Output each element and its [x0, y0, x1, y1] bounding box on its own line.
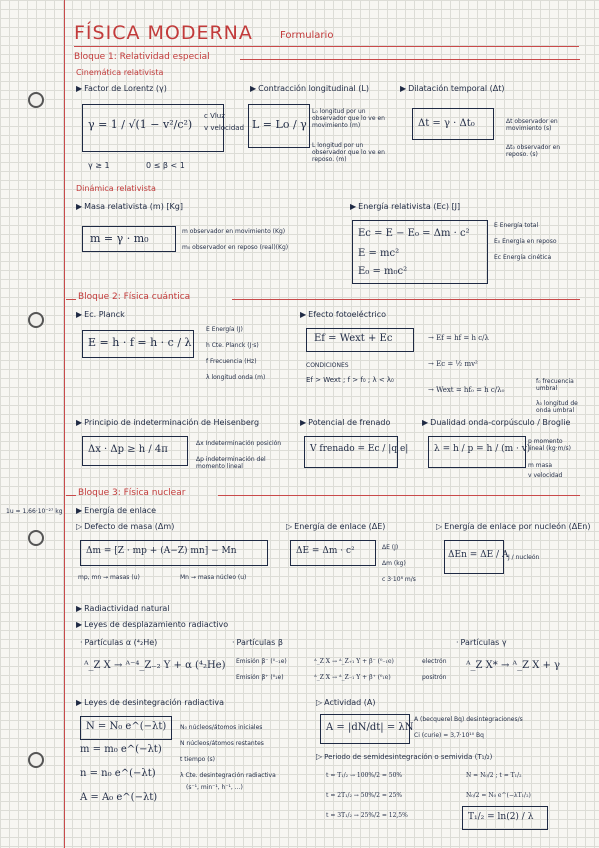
- half-l3: t = 3T₁/₂ → 25%/2 = 12,5%: [326, 812, 408, 819]
- photo-label: ▶ Efecto fotoeléctrico: [300, 310, 387, 319]
- radio-label: ▶ Radiactividad natural: [76, 604, 170, 613]
- dual-n1: p momento lineal (kg·m/s): [528, 438, 571, 452]
- b3-heading: Bloque 3: Física nuclear: [78, 488, 186, 498]
- margin-line: [64, 0, 65, 848]
- beta-r1b: ᴬ_Z X → ᴬ_Z₊₁ Y + β⁻ (⁰₋₁e): [314, 658, 394, 665]
- dual-label: ▶ Dualidad onda-corpúsculo / Broglie: [422, 418, 571, 427]
- heis-label: ▶ Principio de indeterminación de Heisenberg: [76, 418, 260, 427]
- b1-kin: Cinemática relativista: [76, 68, 164, 77]
- pot-label: ▶ Potencial de frenado: [300, 418, 391, 427]
- lorentz-r1: γ ≥ 1: [88, 161, 110, 170]
- photo-e1: → Ef = hf = h c/λ: [428, 334, 489, 342]
- gamma-formula: ᴬ_Z X* → ᴬ_Z X + γ: [466, 660, 561, 671]
- act-label: ▷ Actividad (A): [316, 698, 376, 707]
- beta-label: · Partículas β: [232, 638, 283, 647]
- energy-f3: E₀ = m₀c²: [358, 266, 408, 277]
- decay-f4: A = A₀ e^(−λt): [80, 792, 158, 803]
- energy-n2: E₀ Energía en reposo: [494, 238, 557, 245]
- heis-n2: Δp indeterminación del momento lineal: [196, 456, 266, 470]
- lorentz-c: c Vluz: [204, 112, 225, 120]
- dual-n2: m masa: [528, 462, 553, 469]
- defect-formula: Δm = [Z · mp + (A−Z) mn] − Mn: [86, 546, 237, 556]
- mass-n2: m₀ observador en reposo (real)(Kg): [182, 244, 289, 251]
- decay-n4: λ Cte. desintegración radiactiva: [180, 772, 276, 779]
- photo-n1: f₀ frecuencia umbral: [536, 378, 574, 392]
- b2-line: [232, 299, 580, 300]
- title-underline: [74, 46, 579, 47]
- leyes-label: ▶ Leyes de desplazamiento radiactivo: [76, 620, 229, 629]
- punch-hole: [28, 92, 44, 108]
- lorentz-label: ▶ Factor de Lorentz (γ): [76, 84, 167, 93]
- dil-formula: Δt = γ · Δt₀: [418, 118, 475, 129]
- photo-n2: λ₀ longitud de onda umbral: [536, 400, 578, 414]
- dil-label: ▶ Dilatación temporal (Δt): [400, 84, 505, 93]
- b3-line: [218, 495, 580, 496]
- half-r2: N₀/2 = N₀ e^(−λT₁/₂): [466, 792, 531, 799]
- punch-hole: [28, 530, 44, 546]
- decay-n3: t tiempo (s): [180, 756, 216, 763]
- defect-label: ▷ Defecto de masa (Δm): [76, 522, 175, 531]
- beta-r1c: electrón: [422, 658, 447, 665]
- enuc-formula: ΔEn = ΔE / A: [448, 550, 509, 560]
- energy-n3: Ec Energía cinética: [494, 254, 552, 261]
- dual-n3: v velocidad: [528, 472, 563, 479]
- half-label: ▷ Periodo de semidesintegración o semivida (T₁/₂): [316, 752, 493, 761]
- decay-n1: N₀ núcleos/átomos iniciales: [180, 724, 263, 731]
- half-r3: T₁/₂ = ln(2) / λ: [468, 812, 534, 822]
- mass-formula: m = γ · m₀: [90, 232, 149, 245]
- contr-label: ▶ Contracción longitudinal (L): [250, 84, 369, 93]
- beta-r2a: Emisión β⁺ (⁰₁e): [236, 674, 284, 681]
- beta-r1a: Emisión β⁻ (⁰₋₁e): [236, 658, 287, 665]
- half-l1: t = T₁/₂ → 100%/2 = 50%: [326, 772, 403, 779]
- gamma-label: · Partículas γ: [456, 638, 507, 647]
- beta-r2b: ᴬ_Z X → ᴬ_Z₋₁ Y + β⁺ (⁰₁e): [314, 674, 391, 681]
- heis-n1: Δx Indeterminación posición: [196, 440, 282, 447]
- heis-formula: Δx · Δp ≥ h / 4π: [88, 444, 168, 455]
- defect-n1: mp, mn → masas (u): [78, 574, 140, 581]
- planck-n3: f Frecuencia (Hz): [206, 358, 257, 365]
- page-title: FÍSICA MODERNA: [74, 22, 253, 44]
- pot-formula: V frenado = Ec / |q e|: [310, 444, 409, 454]
- act-n1: A (becquerel Bq) desintegraciones/s: [414, 716, 523, 723]
- decay-n2: N núcleos/átomos restantes: [180, 740, 264, 747]
- alpha-formula: ᴬ_Z X → ᴬ⁻⁴_Z₋₂ Y + α (⁴₂He): [84, 660, 226, 671]
- punch-hole: [28, 312, 44, 328]
- planck-n2: h Cte. Planck (J·s): [206, 342, 259, 349]
- dual-formula: λ = h / p = h / (m · v): [434, 444, 531, 454]
- contr-n2: L longitud por un observador que lo ve en reposo. (m): [312, 142, 385, 163]
- half-r1: N = N₀/2 ; t = T₁/₂: [466, 772, 522, 779]
- planck-formula: E = h · f = h · c / λ: [88, 336, 192, 349]
- planck-label: ▶ Ec. Planck: [76, 310, 125, 319]
- enuc-unit: J / nucleón: [508, 554, 540, 561]
- eenl-formula: ΔE = Δm · c²: [296, 546, 355, 556]
- b2-line-left: [66, 299, 76, 300]
- energy-n1: E Energía total: [494, 222, 539, 229]
- photo-cond: CONDICIONES: [306, 362, 349, 369]
- mass-label: ▶ Masa relativista (m) [Kg]: [76, 202, 183, 211]
- energy-label: ▶ Energía relativista (Ec) [J]: [350, 202, 461, 211]
- b3-line-left: [66, 495, 76, 496]
- lorentz-v: v velocidad: [204, 124, 245, 132]
- lorentz-formula: γ = 1 / √(1 − v²/c²): [88, 118, 193, 131]
- contr-formula: L = Lo / γ: [252, 118, 307, 131]
- photo-e2: → Ec = ½ mv²: [428, 360, 478, 368]
- energy-f2: E = mc²: [358, 248, 400, 259]
- b1-heading: Bloque 1: Relatividad especial: [74, 52, 210, 62]
- planck-n4: λ longitud onda (m): [206, 374, 266, 381]
- photo-cond2: Ef > Wext ; f > f₀ ; λ < λ₀: [306, 376, 394, 384]
- photo-e3: → Wext = hf₀ = h c/λ₀: [428, 386, 505, 394]
- enuc-label: ▷ Energía de enlace por nucleón (ΔEn): [436, 522, 591, 531]
- planck-n1: E Energía (J): [206, 326, 243, 333]
- eenl-u3: c 3·10⁸ m/s: [382, 576, 416, 583]
- energy-f1: Ec = E − E₀ = Δm · c²: [358, 228, 470, 239]
- alpha-label: · Partículas α (⁴₂He): [80, 638, 158, 647]
- decay-n5: (s⁻¹, min⁻¹, h⁻¹, ...): [186, 784, 243, 791]
- dil-n1: Δt observador en movimiento (s): [506, 118, 558, 132]
- eenl-label: ▷ Energía de enlace (ΔE): [286, 522, 386, 531]
- dil-n2: Δt₀ observador en reposo. (s): [506, 144, 561, 158]
- page-subtitle: Formulario: [280, 30, 334, 41]
- contr-n1: L₀ longitud por un observador que lo ve en movimiento (m): [312, 108, 385, 129]
- decay-label: ▶ Leyes de desintegración radiactiva: [76, 698, 225, 707]
- act-formula: A = |dN/dt| = λN: [326, 722, 414, 733]
- decay-f1: N = N₀ e^(−λt): [86, 721, 167, 732]
- punch-hole: [28, 752, 44, 768]
- mass-n1: m observador en movimiento (Kg): [182, 228, 286, 235]
- b1-dyn: Dinámica relativista: [76, 184, 156, 193]
- eenl-u2: Δm (kg): [382, 560, 406, 567]
- photo-formula: Ef = Wext + Ec: [314, 333, 393, 344]
- enlace-label: ▶ Energía de enlace: [76, 506, 157, 515]
- act-n2: Ci (curie) = 3,7·10¹⁰ Bq: [414, 732, 484, 739]
- b2-heading: Bloque 2: Física cuántica: [78, 292, 191, 302]
- eenl-u1: ΔE (J): [382, 544, 399, 551]
- defect-n2: Mn → masa núcleo (u): [180, 574, 247, 581]
- b1-line: [240, 59, 580, 60]
- beta-r2c: positrón: [422, 674, 447, 681]
- decay-f2: m = m₀ e^(−λt): [80, 744, 162, 755]
- decay-f3: n = n₀ e^(−λt): [80, 768, 156, 779]
- b3-margin-note: 1u = 1,66·10⁻²⁷ kg: [6, 508, 63, 515]
- half-l2: t = 2T₁/₂ → 50%/2 = 25%: [326, 792, 403, 799]
- lorentz-r2: 0 ≤ β < 1: [146, 161, 185, 170]
